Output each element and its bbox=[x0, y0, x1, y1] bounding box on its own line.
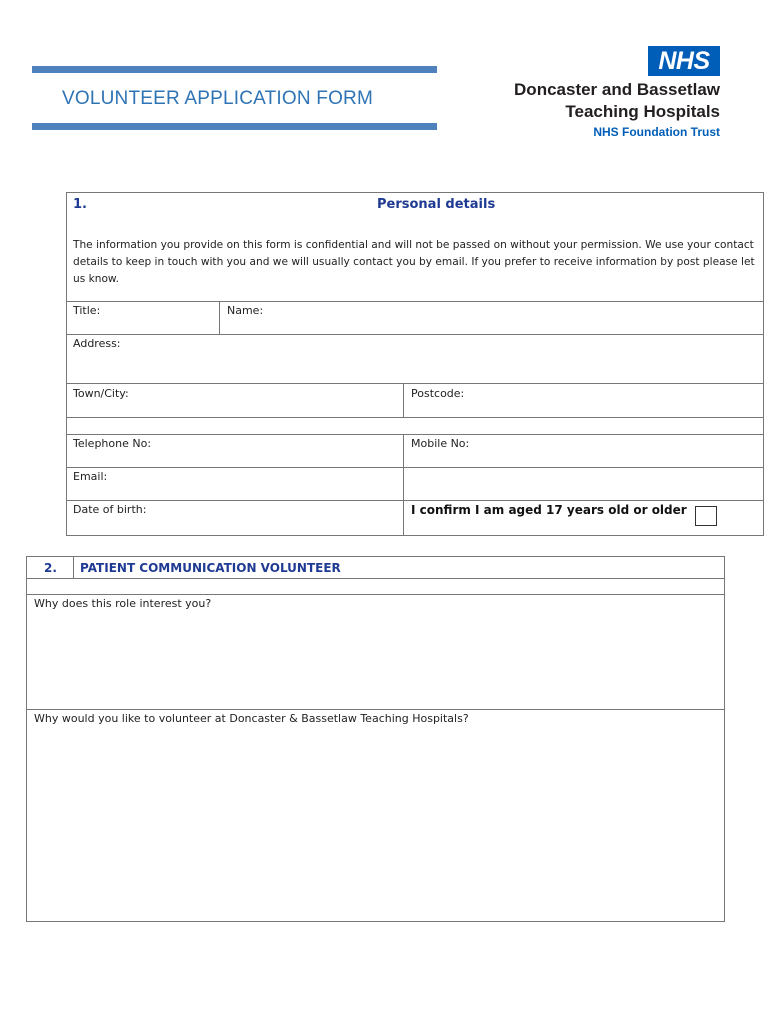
section-intro: The information you provide on this form is confidential and will not be passed on without your permission. We use your contact details to keep in touch with you and we will usually contact you by email. If you prefer to receive information by post please let us know. bbox=[73, 239, 755, 285]
email-field[interactable]: Email: bbox=[73, 470, 108, 483]
age-confirm-checkbox[interactable] bbox=[695, 506, 717, 526]
name-field[interactable]: Name: bbox=[227, 304, 264, 317]
col-divider bbox=[219, 301, 220, 334]
role-interest-field[interactable]: Why does this role interest you? bbox=[34, 597, 212, 610]
mobile-field[interactable]: Mobile No: bbox=[411, 437, 470, 450]
volunteer-reason-field[interactable]: Why would you like to volunteer at Doncaster & Bassetlaw Teaching Hospitals? bbox=[34, 712, 469, 725]
row-divider bbox=[27, 709, 724, 710]
row-divider bbox=[67, 500, 763, 501]
header-rule-bottom bbox=[32, 123, 437, 130]
col-divider bbox=[403, 383, 404, 417]
address-field[interactable]: Address: bbox=[73, 337, 121, 350]
row-divider bbox=[67, 434, 763, 435]
personal-details-section bbox=[66, 192, 764, 536]
title-field[interactable]: Title: bbox=[73, 304, 101, 317]
header-rule-top bbox=[32, 66, 437, 73]
org-name-line1: Doncaster and Bassetlaw bbox=[514, 80, 720, 99]
row-divider bbox=[67, 467, 763, 468]
page-title: VOLUNTEER APPLICATION FORM bbox=[62, 88, 374, 109]
row-divider bbox=[67, 383, 763, 384]
role-questions-section bbox=[26, 556, 725, 922]
row-divider bbox=[67, 301, 763, 302]
telephone-field[interactable]: Telephone No: bbox=[73, 437, 152, 450]
col-divider bbox=[73, 557, 74, 578]
section-title: Personal details bbox=[377, 197, 496, 212]
row-divider bbox=[67, 334, 763, 335]
col-divider bbox=[403, 434, 404, 535]
row-divider bbox=[67, 417, 763, 418]
age-confirm-label: I confirm I am aged 17 years old or older bbox=[411, 503, 687, 517]
town-city-field[interactable]: Town/City: bbox=[73, 387, 129, 400]
org-name-line2: Teaching Hospitals bbox=[565, 102, 720, 121]
section-number: 1. bbox=[73, 197, 87, 212]
section-title: PATIENT COMMUNICATION VOLUNTEER bbox=[80, 561, 341, 575]
row-divider bbox=[27, 578, 724, 579]
postcode-field[interactable]: Postcode: bbox=[411, 387, 465, 400]
section-number: 2. bbox=[44, 561, 57, 575]
org-name-line3: NHS Foundation Trust bbox=[593, 125, 720, 139]
dob-field[interactable]: Date of birth: bbox=[73, 503, 147, 516]
nhs-logo: NHS bbox=[648, 46, 720, 76]
row-divider bbox=[27, 594, 724, 595]
